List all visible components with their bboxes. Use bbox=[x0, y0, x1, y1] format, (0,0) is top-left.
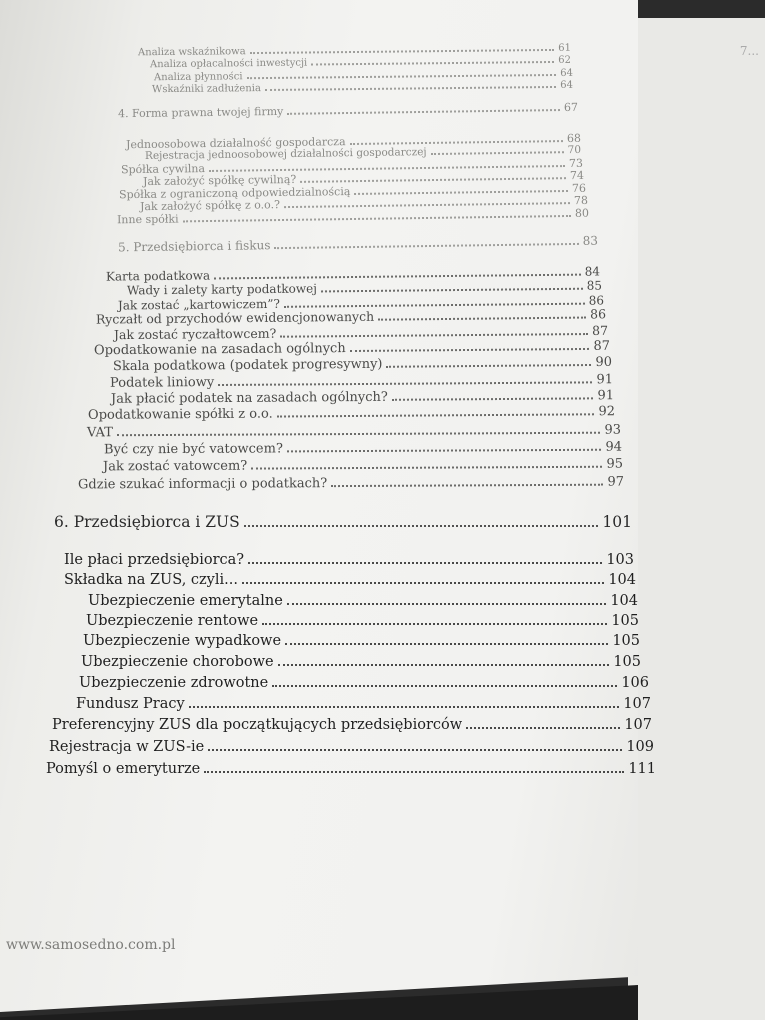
toc-entry: Spółka z ograniczoną odpowiedzialnością 76 bbox=[118, 181, 587, 202]
toc-entry: Ubezpieczenie zdrowotne 106 bbox=[79, 675, 649, 692]
toc-entry: Wady i zalety karty podatkowej 85 bbox=[126, 278, 603, 298]
toc-entry: Ile płaci przedsiębiorca? 103 bbox=[64, 552, 634, 569]
toc-chapter: 5. Przedsiębiorca i fiskus 83 bbox=[117, 233, 599, 255]
toc-entry: Analiza wskaźnikowa 61 bbox=[137, 42, 572, 59]
toc-entry: Spółka cywilna 73 bbox=[120, 156, 584, 177]
toc-entry: VAT 93 bbox=[86, 422, 622, 441]
toc-entry: Ubezpieczenie rentowe 105 bbox=[86, 613, 639, 630]
toc-entry: Ubezpieczenie chorobowe 105 bbox=[81, 654, 641, 671]
toc-entry: Opodatkowanie spółki z o.o. 92 bbox=[87, 404, 616, 423]
toc-entry: Być czy nie być vatowcem? 94 bbox=[103, 439, 623, 458]
toc-entry: Ryczałt od przychodów ewidencjonowanych 86 bbox=[95, 306, 607, 327]
toc-entry: Jak zostać vatowcem? 95 bbox=[102, 456, 624, 475]
next-page-edge bbox=[628, 18, 765, 1020]
toc-entry: Wskaźniki zadłużenia 64 bbox=[151, 79, 574, 96]
toc-entry: Rejestracja w ZUS-ie 109 bbox=[49, 739, 654, 756]
toc-entry: Analiza płynności 64 bbox=[153, 67, 574, 84]
toc-entry: Jak założyć spółkę cywilną? 74 bbox=[142, 168, 585, 189]
toc-entry: Skala podatkowa (podatek progresywny) 90 bbox=[112, 354, 613, 375]
toc-entry: Podatek liniowy 91 bbox=[109, 372, 614, 391]
toc-entry: Ubezpieczenie wypadkowe 105 bbox=[83, 633, 640, 650]
toc-chapter: 4. Forma prawna twojej firmy 67 bbox=[117, 100, 579, 121]
toc-entry: Opodatkowanie na zasadach ogólnych 87 bbox=[93, 338, 611, 359]
toc-entry: Jak zostać „kartowiczem”? 86 bbox=[117, 293, 605, 313]
toc-entry: Jak płacić podatek na zasadach ogólnych? 91 bbox=[110, 388, 615, 407]
toc-entry: Karta podatkowa 84 bbox=[105, 264, 601, 284]
toc-entry: Pomyśl o emeryturze 111 bbox=[46, 761, 656, 778]
toc-entry: Gdzie szukać informacji o podatkach? 97 bbox=[77, 474, 625, 493]
toc-entry: Jak założyć spółkę z o.o.? 78 bbox=[139, 193, 589, 214]
footer-url: www.samosedno.com.pl bbox=[6, 937, 176, 953]
toc-entry: Analiza opłacalności inwestycji 62 bbox=[149, 54, 572, 71]
toc-entry: Fundusz Pracy 107 bbox=[76, 696, 651, 713]
toc-entry: Jednoosobowa działalność gospodarcza 68 bbox=[125, 131, 582, 152]
toc-entry: Inne spółki 80 bbox=[116, 206, 590, 227]
toc-entry: Składka na ZUS, czyli... 104 bbox=[64, 572, 636, 589]
toc-entry: Rejestracja jednoosobowej działalności gospodarczej 70 bbox=[144, 144, 582, 163]
toc-entry: Ubezpieczenie emerytalne 104 bbox=[88, 593, 638, 610]
toc-entry: Preferencyjny ZUS dla początkujących przedsiębiorców 107 bbox=[52, 717, 652, 734]
toc-chapter: 6. Przedsiębiorca i ZUS 101 bbox=[54, 513, 632, 531]
next-page-edge-text: 7... bbox=[739, 44, 759, 58]
toc-entry: Jak zostać ryczałtowcem? 87 bbox=[113, 322, 609, 343]
